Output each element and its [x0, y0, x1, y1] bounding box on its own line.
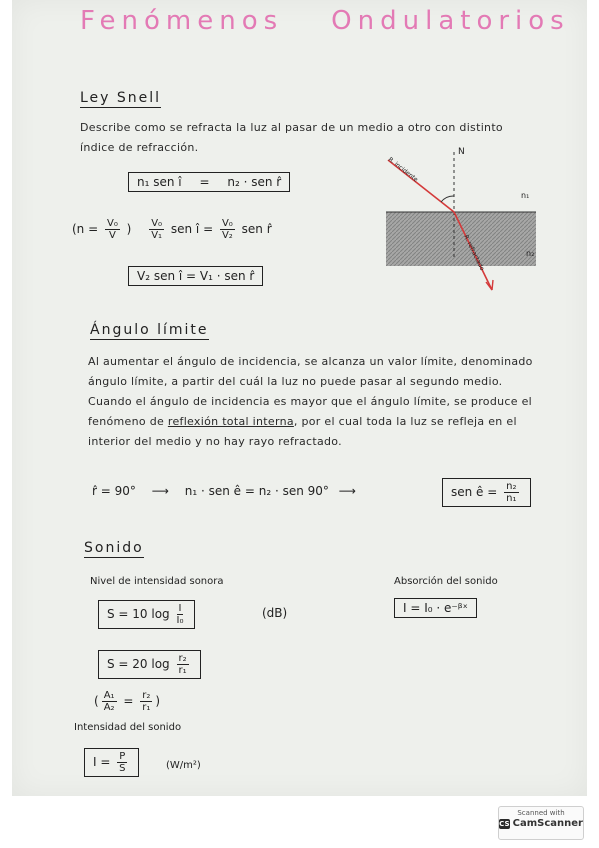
limite-box-frac: [504, 481, 518, 504]
frac-den: A₂: [103, 702, 115, 713]
eq2-paren: ): [126, 222, 132, 236]
eq-s2-pre: S = 20 log: [107, 657, 170, 671]
medium-2-label: n₂: [526, 249, 535, 258]
title-second-word: Ondulatorios: [331, 6, 570, 36]
limite-equation: [92, 484, 362, 498]
frac-den: V: [108, 230, 116, 241]
camscanner-logo-icon: CS: [499, 819, 510, 828]
nivel-equation-2: [98, 650, 201, 679]
frac-den: r₁: [142, 702, 151, 713]
eq1-left: n₁ sen î: [137, 175, 182, 189]
eq2-frac-1: [149, 218, 164, 241]
nivel-equation-1: [98, 600, 195, 629]
snell-equation-1: [128, 172, 290, 192]
camscanner-brand: [499, 818, 583, 829]
frac-num: A₁: [103, 690, 115, 701]
notebook-page: [12, 0, 587, 796]
eq-s2-frac: [177, 653, 189, 676]
intensidad-label: Intensidad del sonido: [74, 722, 182, 733]
eq2-n-frac: [105, 218, 120, 241]
snell-equation-2: [72, 218, 272, 241]
limite-result-box: [442, 478, 531, 507]
frac-num: V₀: [106, 218, 118, 229]
eq-s1-pre: S = 10 log: [107, 607, 170, 621]
page-title: [80, 6, 570, 36]
limite-eq-left: r̂ = 90°: [92, 484, 136, 498]
frac-num: V₀: [151, 218, 163, 229]
frac-den: r₁: [178, 665, 187, 676]
frac-den: V₁: [151, 230, 163, 241]
frac-num: V₀: [221, 218, 233, 229]
eq2-end: sen r̂: [241, 222, 272, 236]
medium-1-label: n₁: [521, 191, 530, 200]
limite-text-b: , por el cual toda la luz se refleja en el interior del medio y no hay rayo refractado.: [88, 415, 517, 448]
frac-den: S: [119, 763, 126, 774]
eq2-mid: sen î =: [170, 222, 214, 236]
eq2-n-def: (n =: [72, 222, 99, 236]
frac-den: n₁: [506, 493, 517, 504]
camscanner-brand-text: CamScanner: [512, 818, 583, 829]
ratio-eq: =: [123, 694, 134, 708]
limite-paragraph: [88, 352, 550, 452]
eq-i-frac: [117, 751, 127, 774]
eq2-frac-2: [220, 218, 235, 241]
frac-num: I: [178, 603, 182, 614]
normal-label: N: [458, 147, 465, 157]
refracted-ray-label: R. refractado: [462, 233, 486, 272]
absorcion-equation: I = I₀ · e⁻ᵝˣ: [394, 598, 477, 618]
intensidad-equation: [84, 748, 139, 777]
scanned-with-text: Scanned with: [517, 809, 565, 817]
section-heading-limite: Ángulo límite: [90, 322, 209, 338]
angle-arc: [441, 196, 454, 202]
limite-text-a: Al aumentar el ángulo de incidencia, se alcanza un valor límite, denominado ángulo límite, a partir del cuál la luz no puede pasar al segundo medio. Cuando el ángulo de incidencia es mayor que el ángulo límite, se produce el fenómeno de: [88, 355, 533, 428]
ratio-b: [140, 690, 152, 713]
frac-num: P: [119, 751, 126, 762]
eq1-right: n₂ · sen r̂: [227, 175, 282, 189]
incident-ray-label: R. incidente: [386, 156, 420, 184]
refraction-diagram: [376, 140, 546, 300]
eq1-equals: =: [199, 175, 210, 189]
camscanner-badge: [498, 806, 584, 840]
arrow-2: ⟶: [338, 484, 356, 498]
ratio-a: [102, 690, 117, 713]
absorcion-label: Absorción del sonido: [394, 576, 498, 587]
nivel-label: Nivel de intensidad sonora: [90, 576, 224, 587]
db-unit: (dB): [262, 606, 288, 620]
medium-2-shading: [386, 212, 536, 266]
limite-box-pre: sen ê =: [451, 485, 498, 499]
intensidad-unit: (W/m²): [166, 760, 201, 771]
limite-eq-mid: n₁ · sen ê = n₂ · sen 90°: [184, 484, 329, 498]
frac-den: I₀: [176, 615, 184, 626]
eq-i-pre: I =: [93, 755, 111, 769]
frac-num: n₂: [506, 481, 517, 492]
limite-highlight: reflexión total interna: [167, 415, 294, 428]
snell-description: Describe como se refracta la luz al pasar de un medio a otro con distinto índice de refracción.: [80, 121, 503, 154]
title-first-word: Fenómenos: [80, 6, 284, 36]
arrow-1: ⟶: [151, 484, 169, 498]
snell-equation-3: V₂ sen î = V₁ · sen r̂: [128, 266, 263, 286]
section-heading-snell: Ley Snell: [80, 90, 162, 106]
frac-den: V₂: [221, 230, 233, 241]
section-heading-sonido: Sonido: [84, 540, 144, 556]
frac-num: r₂: [178, 653, 187, 664]
amplitude-ratio: ( $\frac{\text{A₁}}{\text{A₂}}$ = $\frac{\text{r₂}}{\text{r₁}}$ ): [94, 690, 161, 713]
eq-s1-frac: [177, 603, 184, 626]
frac-num: r₂: [142, 690, 151, 701]
